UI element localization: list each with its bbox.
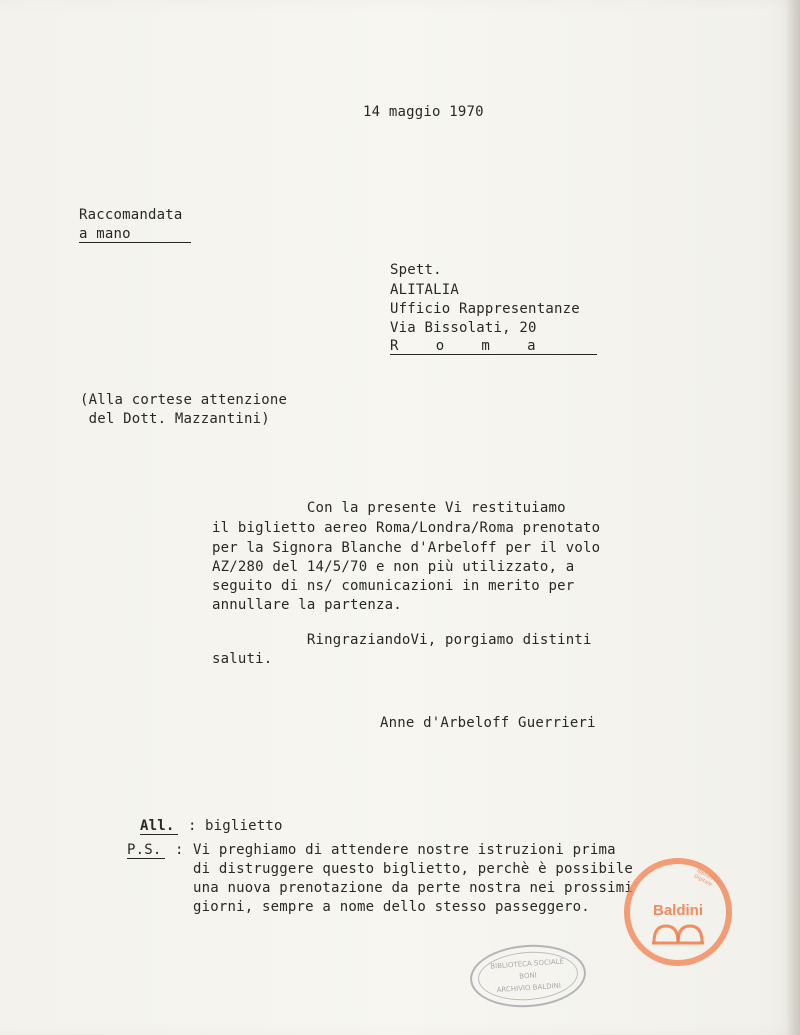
stamp-text: BONI <box>518 971 538 981</box>
enclosure-sep: : <box>188 818 197 834</box>
postscript-line: Vi preghiamo di attendere nostre istruzioni prima <box>193 842 616 858</box>
paper-edge-shadow <box>786 0 800 1035</box>
stamp-text: BIBLIOTECA SOCIALE <box>490 957 565 971</box>
logo-small-text: Biblioteca Digitale <box>692 868 721 888</box>
stamp-text: ARCHIVIO BALDINI <box>496 981 562 995</box>
delivery-line-1: Raccomandata <box>79 207 183 223</box>
body-line: AZ/280 del 14/5/70 e non più utilizzato, a <box>212 559 575 575</box>
postscript-label: P.S. <box>127 842 165 859</box>
closing-line: RingraziandoVi, porgiamo distinti <box>212 632 592 648</box>
body-line: il biglietto aereo Roma/Londra/Roma prenotato <box>212 520 601 536</box>
enclosure-text: biglietto <box>205 818 283 834</box>
closing-line: saluti. <box>212 651 273 667</box>
recipient-line: ALITALIA <box>390 282 460 298</box>
recipient-line: Via Bissolati, 20 <box>390 320 537 336</box>
open-book-icon <box>650 922 706 946</box>
recipient-line: Ufficio Rappresentanze <box>390 301 580 317</box>
body-line: Con la presente Vi restituiamo <box>212 500 566 516</box>
letter-date: 14 maggio 1970 <box>363 104 484 120</box>
baldini-library-logo <box>624 858 732 966</box>
delivery-line-2: a mano <box>79 226 191 243</box>
logo-name: Baldini <box>652 902 703 919</box>
postscript-line: giorni, sempre a nome dello stesso passeggero. <box>193 899 590 915</box>
body-line: per la Signora Blanche d'Arbeloff per il volo <box>212 540 601 556</box>
body-line: annullare la partenza. <box>212 597 402 613</box>
postscript-line: una nuova prenotazione da perte nostra nei prossimi <box>193 880 634 896</box>
attention-line: del Dott. Mazzantini) <box>80 411 270 427</box>
recipient-city: R o m a <box>390 338 597 355</box>
postscript-sep: : <box>175 842 184 858</box>
attention-line: (Alla cortese attenzione <box>80 392 288 408</box>
enclosure-label: All. <box>140 818 178 835</box>
body-line: seguito di ns/ comunicazioni in merito per <box>212 578 575 594</box>
signature: Anne d'Arbeloff Guerrieri <box>380 715 596 731</box>
recipient-line: Spett. <box>390 262 442 278</box>
postscript-line: di distruggere questo biglietto, perchè è possibile <box>193 861 634 877</box>
